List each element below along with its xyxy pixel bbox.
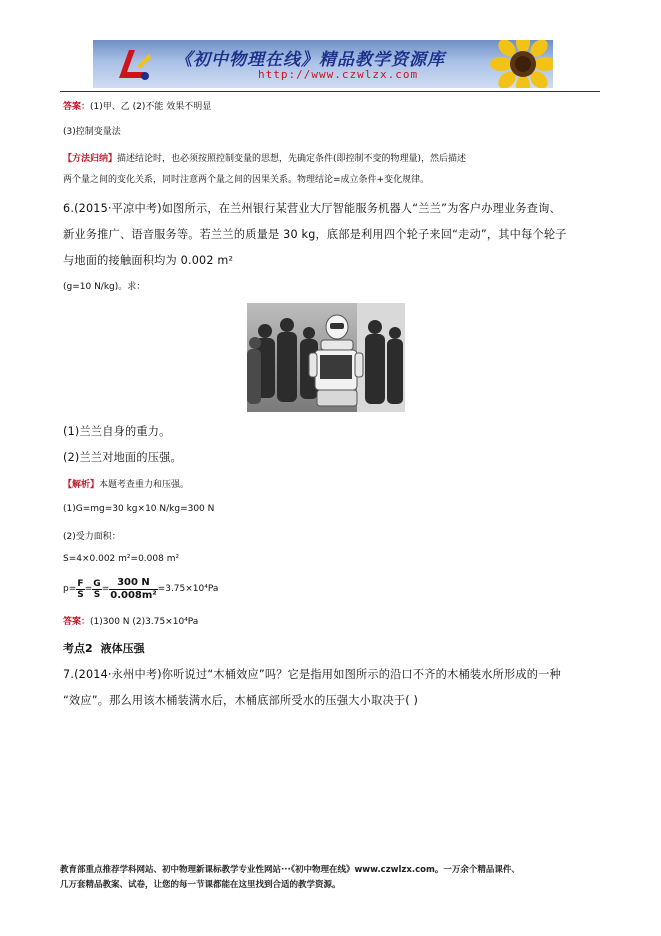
analysis-text: 本题考查重力和压强。 bbox=[99, 480, 190, 490]
section-heading bbox=[63, 640, 145, 656]
answer-2-label: 答案： bbox=[63, 617, 91, 627]
analysis-step2: (2)受力面积： bbox=[63, 532, 121, 542]
method-summary-line2: 两个量之间的变化关系，同时注意两个量之间的因果关系。物理结论=成立条件+变化规律。 bbox=[63, 175, 430, 185]
analysis-tag: 【解析】 bbox=[63, 480, 100, 490]
banner-title: 《初中物理在线》精品教学资源库 bbox=[175, 50, 445, 70]
method-tag: 【方法归纳】 bbox=[63, 154, 118, 164]
answer-1-line2: (3)控制变量法 bbox=[63, 127, 121, 137]
fraction-g-over-s: $\frac{G}{S}$ bbox=[93, 578, 101, 600]
analysis-step3: S=4×0.002 m²=0.008 m² bbox=[63, 554, 180, 564]
question-6-sub2: (2)兰兰对地面的压强。 bbox=[63, 451, 182, 464]
footer-line2: 几万套精品教案、试卷，让您的每一节课都能在这里找到合适的教学资源。 bbox=[60, 880, 341, 890]
question-6-line1: 6.(2015·平凉中考)如图所示，在兰州银行某营业大厅智能服务机器人“兰兰”为客户办理业务查询、 bbox=[63, 202, 561, 215]
question-7-line2: “效应”。那么用该木桶装满水后，木桶底部所受水的压强大小取决于( ) bbox=[63, 694, 419, 707]
method-summary-line1 bbox=[63, 151, 466, 164]
footer bbox=[60, 863, 605, 893]
section-title: 液体压强 bbox=[100, 642, 145, 655]
method-text-1: 描述结论时，也必须按照控制变量的思想，先确定条件(即控制不变的物理量)，然后描述 bbox=[117, 154, 467, 164]
sunflower-icon bbox=[488, 40, 553, 88]
answer-2-text: (1)300 N (2)3.75×10⁴Pa bbox=[90, 617, 199, 627]
logo-icon bbox=[115, 46, 155, 82]
question-6-line2: 新业务推广、语音服务等。若兰兰的质量是 30 kg，底部是利用四个轮子来回“走动”，其中每个轮子 bbox=[63, 228, 567, 241]
question-6-line4: (g=10 N/kg)。求： bbox=[63, 282, 146, 292]
question-7-line1: 7.(2014·永州中考)你听说过“木桶效应”吗？它是指用如图所示的沿口不齐的木桶装水所形成的一种 bbox=[63, 668, 561, 681]
question-6-sub1: (1)兰兰自身的重力。 bbox=[63, 425, 171, 438]
section-label: 考点2 bbox=[63, 642, 93, 655]
header-banner bbox=[93, 40, 553, 88]
analysis-step1: (1)G=mg=30 kg×10 N/kg=300 N bbox=[63, 504, 215, 514]
answer-text: (1)甲、乙 (2)不能 效果不明显 bbox=[90, 102, 212, 112]
pressure-formula bbox=[63, 574, 218, 604]
header-divider bbox=[60, 91, 600, 92]
question-6-line3: 与地面的接触面积均为 0.002 m² bbox=[63, 254, 234, 267]
pressure-result: =3.75×10⁴Pa bbox=[157, 584, 219, 594]
robot-photo bbox=[247, 303, 405, 412]
robot-photo-image bbox=[247, 303, 405, 412]
p-prefix: p= bbox=[63, 584, 77, 594]
analysis-heading bbox=[63, 477, 189, 490]
fraction-value: $\frac{300 N}{\text{0.008m²}}$ bbox=[110, 576, 157, 601]
fraction-f-over-s: $\frac{F}{S}$ bbox=[77, 578, 84, 600]
answer-2 bbox=[63, 614, 198, 627]
answer-label: 答案： bbox=[63, 102, 91, 112]
equals-sign: = bbox=[84, 584, 93, 594]
equals-sign-2: = bbox=[101, 584, 110, 594]
banner-url: http://www.czwlzx.com bbox=[258, 68, 419, 81]
answer-1 bbox=[63, 99, 211, 112]
footer-line1: 教育部重点推荐学科网站、初中物理新课标教学专业性网站···《初中物理在线》www.czwlzx.com。一万余个精品课件、 bbox=[60, 865, 520, 875]
